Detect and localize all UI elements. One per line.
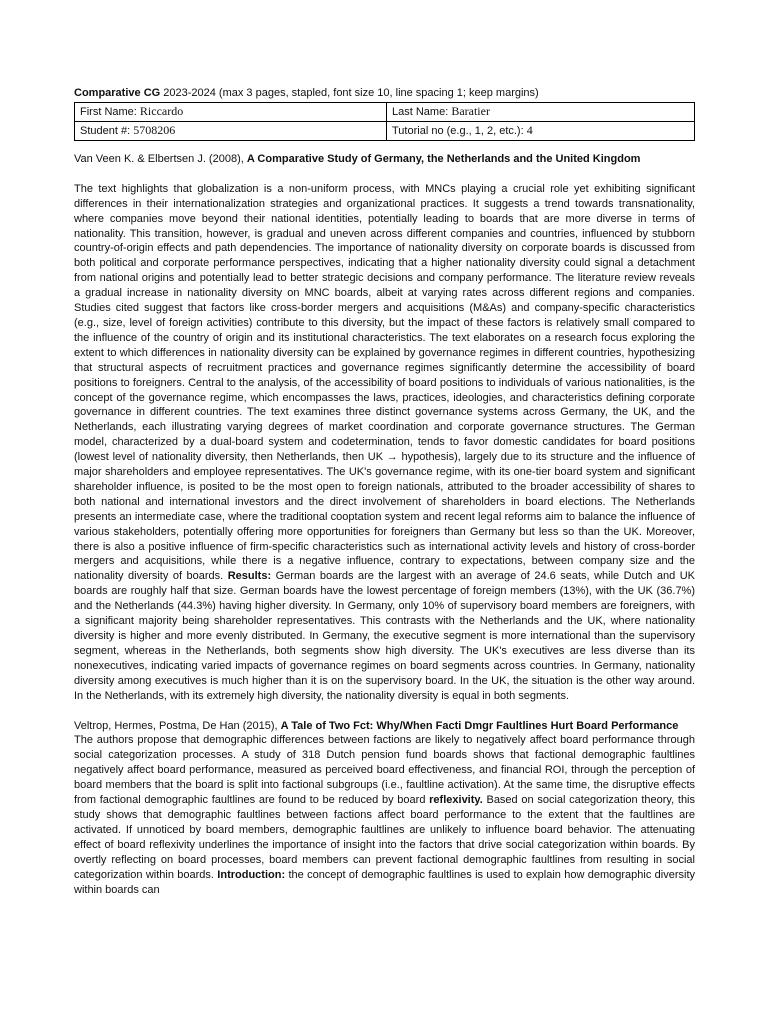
first-name-value: Riccardo	[139, 103, 184, 118]
document-page	[74, 86, 695, 897]
introduction-label: Introduction:	[217, 868, 286, 881]
course-title: Comparative CG	[74, 87, 161, 99]
article2-text-part3: the concept of demographic faultlines is used to explain how demographic diversity within boards can	[74, 868, 696, 896]
article1-authors: Van Veen K. & Elbertsen J. (2008),	[74, 152, 247, 165]
article1-reference	[74, 152, 695, 167]
student-number-value: 5708206	[133, 122, 176, 137]
last-name-label: Last Name:	[392, 105, 449, 118]
article2-text-part1: The authors propose that demographic differences between factions are likely to negatively affect board performance through social categorization processes. A study of 318 Dutch pension fund boards shows that factional demographic faultlines negatively affect board performance, measured as perceived board effectiveness, and financial ROI, through the perception of board members that the board is split into factional subgroups (i.e., faultline activation). At the same time, the disruptive effects from factional demographic faultlines are found to be reduced by board	[74, 734, 695, 807]
article1-text-part2: German boards are the largest with an average of 24.6 seats, while Dutch and UK boards are roughly half that size. German boards have the lowest percentage of foreign members (13%), with the UK (36.7%) and the Netherlands (44.3%) having higher diversity. In Germany, only 10% of supervisory board members are foreigners, with a significant majority being shareholder representatives. This contrasts with the Netherlands and the UK, where nationality diversity is higher and more evenly distributed. In Germany, the executive segment is more international than the supervisory segment, whereas in the Netherlands, both segments show high diversity. The UK's executives are less diverse than its nonexecutives, indicating varied impacts of governance regimes on board segments across countries. In Germany, nationality diversity among executives is much higher than it is on the supervisory board. In the UK, the situation is the other way around. In the Netherlands, with its extremely high diversity, the nationality diversity is equal in both segments.	[74, 570, 695, 702]
student-info-table	[74, 102, 695, 141]
student-number-label: Student #:	[80, 124, 131, 137]
results-label: Results:	[227, 570, 272, 583]
article2-authors: Veltrop, Hermes, Postma, De Han (2015),	[74, 719, 281, 732]
student-number-cell	[75, 121, 387, 140]
tutorial-label: Tutorial no (e.g., 1, 2, etc.):	[392, 124, 524, 137]
tutorial-cell	[387, 121, 695, 140]
tutorial-value: 4	[526, 122, 533, 137]
first-name-cell	[75, 102, 387, 121]
article1-text-part1: The text highlights that globalization is a non-uniform process, with MNCs playing a crucial role yet exhibiting significant differences in their internationalization strategies and organizational practices. It suggests a trend towards transnationality, where companies move beyond their national identities, potentially leading to boards that are more diverse in terms of nationality. This transition, however, is gradual and uneven across different companies and countries, influenced by stubborn country-of-origin effects and path dependencies. The importance of nationality diversity on corporate boards is discussed from both political and corporate performance perspectives, indicating that a higher nationality diversity could signal a detachment from national origins and potentially lead to better strategic decisions and company performance. The literature review reveals a gradual increase in nationality diversity on MNC boards, albeit at varying rates across different regions and companies. Studies cited suggest that factors like cross-border mergers and acquisitions (M&As) and company-specific characteristics (e.g., size, level of foreign activities) contribute to this diversity, but the impact of these factors is relatively small compared to the influence of the country of origin and its institutional characteristics. The text elaborates on a research focus exploring the extent to which differences in nationality diversity can be explained by governance regimes in different countries, hypothesizing that structural aspects of recruitment practices and governance regimes significantly determine the accessibility of board positions to foreigners. Central to the analysis, of the accessibility of board positions to individuals of various nationalities, is the concept of the governance regime, which encompasses the laws, practices, ideologies, and characteristics defining corporate governance in different countries. The text examines three distinct governance systems across Germany, the UK, and the Netherlands, each illustrating varying degrees of market coordination and corporate governance structures. The German model, characterized by a dual-board system and codetermination, tends to favor domestic candidates for board positions (lowest level of nationality diversity, then Netherlands, then UK → hypothesis), largely due to its structure and the influence of major shareholders and employee representatives. The UK's governance regime, with its one-tier board system and significant shareholder influence, is posited to be the most open to foreign nationals, attributed to the broader accessibility of shares to both national and international investors and the direct involvement of shareholders in board elections. The Netherlands presents an intermediate case, where the traditional cooptation system and recent legal reforms aim to balance the influence of various stakeholders, potentially offering more opportunities for foreigners than Germany but less so than the UK. Moreover, there is also a positive influence of firm-specific characteristics such as international activity levels and history of cross-border mergers and acquisitions, while there is a negative influence, contrary to expectations, between company size and the nationality diversity of boards.	[74, 182, 695, 583]
first-name-label: First Name:	[80, 105, 137, 118]
reflexivity-label: reflexivity.	[429, 794, 483, 807]
article1-summary	[74, 182, 695, 704]
document-header	[74, 86, 695, 101]
course-instructions: 2023-2024 (max 3 pages, stapled, font size 10, line spacing 1; keep margins)	[160, 87, 539, 99]
table-row	[75, 121, 695, 140]
article2-title: A Tale of Two Fct: Why/When Facti Dmgr Faultlines Hurt Board Performance	[280, 719, 679, 732]
article1-title: A Comparative Study of Germany, the Netherlands and the United Kingdom	[246, 152, 641, 165]
last-name-cell	[387, 102, 695, 121]
last-name-value: Baratier	[451, 103, 490, 118]
article2-reference	[74, 719, 695, 734]
article2-text-part2: Based on social categorization theory, this study shows that demographic faultlines between factions affect board performance to the extent that the faultlines are activated. If unnoticed by board members, demographic faultlines are unlikely to influence board behavior. The attenuating effect of board reflexivity underlines the importance of insight into the factors that drive social categorization within boards. By overtly reflecting on board processes, board members can prevent factional demographic faultlines from resulting in social categorization within boards.	[74, 794, 695, 881]
article2-summary	[74, 733, 695, 897]
table-row	[75, 102, 695, 121]
